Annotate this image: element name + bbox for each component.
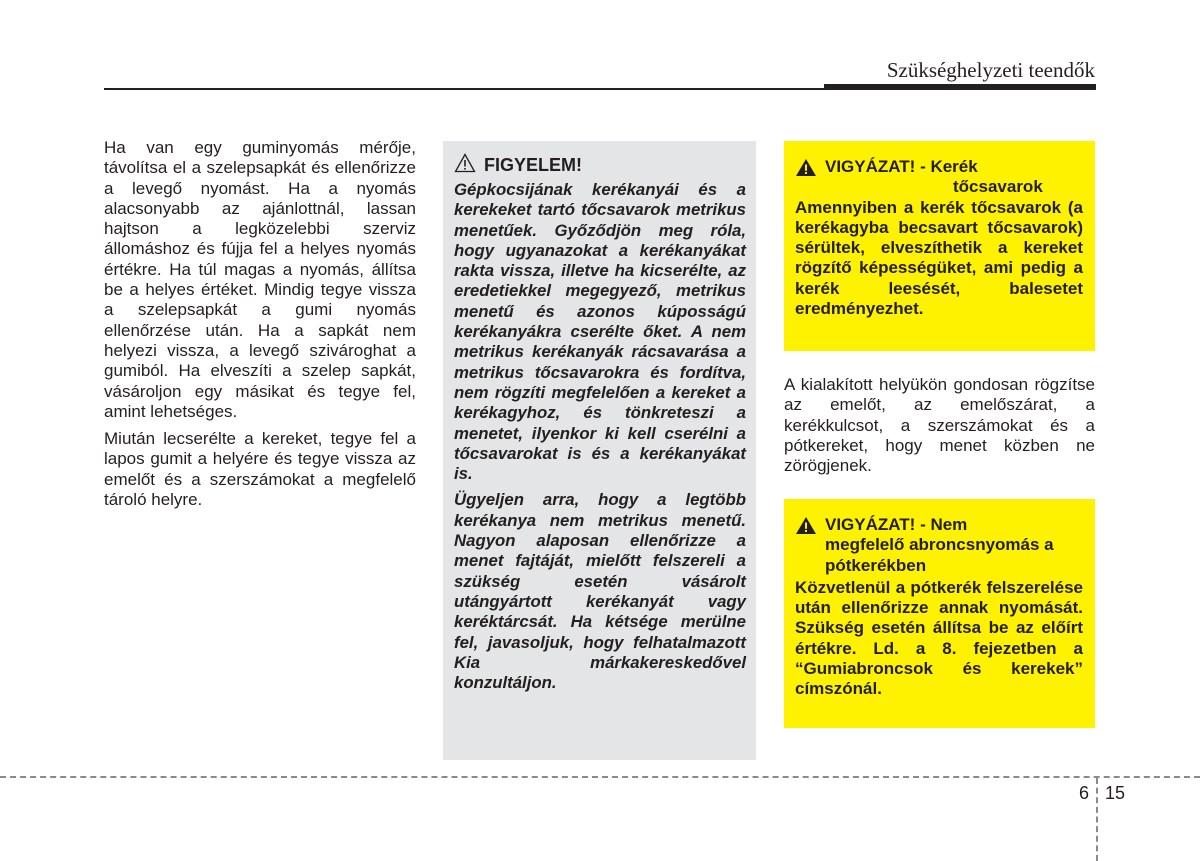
caution-title: VIGYÁZAT! - Nem megfelelő abroncsnyomás a pótkerékben — [825, 515, 1054, 575]
warning-paragraph: Gépkocsijának kerékanyái és a kerekeket tartó tőcsavarok metrikus menetűek. Győződjön meg róla, hogy ugyanazokat a kerékanyákat rakta vissza, illetve ha kicserélte, az eredetiekkel megegyező, metrikus menetű és azonos kúposságú kerékanyákra cserélte őket. A nem metrikus kerékanyák rácsavarása a metrikus tőcsavarokra és fordítva, nem rögzíti megfelelően a kereket a kerékagyhoz, és tönkreteszi a menetet, ilyenkor ki kell cserélni a tőcsavarokat is és a kerékanyákat is. — [454, 180, 746, 484]
right-column-text — [784, 375, 1095, 476]
caution-title: VIGYÁZAT! - Kerék tőcsavarok — [825, 157, 1043, 197]
body-paragraph: Ha van egy guminyomás mérője, távolítsa el a szelepsapkát és ellenőrizze a levegő nyomást. Ha a nyomás alacsonyabb az ajánlottnál, lassan hajtson a legközelebbi szerviz állomáshoz és fújja fel a helyes nyomás értékre. Ha túl magas a nyomás, állítsa be a helyes értéket. Mindig tegye vissza a szelepsapkát a gumi nyomás ellenőrzése után. Ha a sapkát nem helyezi vissza, a levegő szivároghat a gumiból. Ha elveszíti a szelep sapkát, vásároljon egy másikat és tegye fel, amint lehetséges. — [104, 138, 416, 421]
warning-body — [454, 180, 746, 693]
body-paragraph: Miután lecserélte a kereket, tegye fel a lapos gumit a helyére és tegye vissza az emelőt és a szerszámokat a megfelelő tároló helyre. — [104, 429, 416, 510]
warning-header — [454, 153, 746, 178]
chapter-number: 6 — [1078, 783, 1089, 803]
left-column — [104, 138, 416, 517]
header-rule-accent — [824, 84, 1096, 90]
warning-title: FIGYELEM! — [484, 155, 582, 175]
footer-dashed-rule — [0, 776, 1200, 778]
body-paragraph: A kialakított helyükön gondosan rögzítse az emelőt, az emelőszárat, a kerékkulcsot, a szerszámokat és a pótkereket, hogy menet közben ne zörögjenek. — [784, 375, 1095, 476]
caution-header — [795, 515, 1083, 576]
caution-box-spare-pressure — [784, 499, 1095, 728]
section-title: Szükséghelyzeti teendők — [886, 58, 1095, 82]
caution-box-wheel-studs — [784, 141, 1095, 351]
caution-body: Közvetlenül a pótkerék felszerelése után ellenőrizze annak nyomását. Szükség esetén állítsa be az előírt értékre. Ld. a 8. fejezetben a “Gumiabroncsok és kerekek” címszónál. — [795, 577, 1083, 699]
caution-body: Amennyiben a kerék tőcsavarok (a kerékagyba becsavart tőcsavarok) sérültek, elveszíthetik a kereket rögzítő képességüket, ami pedig a kerék leesését, balesetet eredményezhet. — [795, 197, 1083, 319]
warning-box — [443, 141, 756, 760]
warning-paragraph: Ügyeljen arra, hogy a legtöbb kerékanya nem metrikus menetű. Nagyon alaposan ellenőrizze a menet fajtáját, mielőtt felszereli a szükség esetén vásárolt utángyártott kerékanyát vagy keréktárcsát. Ha kétsége merülne fel, javasoljuk, hogy felhatalmazott Kia márkakereskedővel konzultáljon. — [454, 490, 746, 693]
caution-header — [795, 157, 1083, 198]
footer-dashed-divider — [1096, 778, 1098, 861]
caution-triangle-icon — [795, 516, 817, 540]
warning-triangle-outline-icon — [454, 153, 476, 178]
caution-triangle-icon — [795, 158, 817, 182]
page-number: 15 — [1105, 783, 1126, 803]
